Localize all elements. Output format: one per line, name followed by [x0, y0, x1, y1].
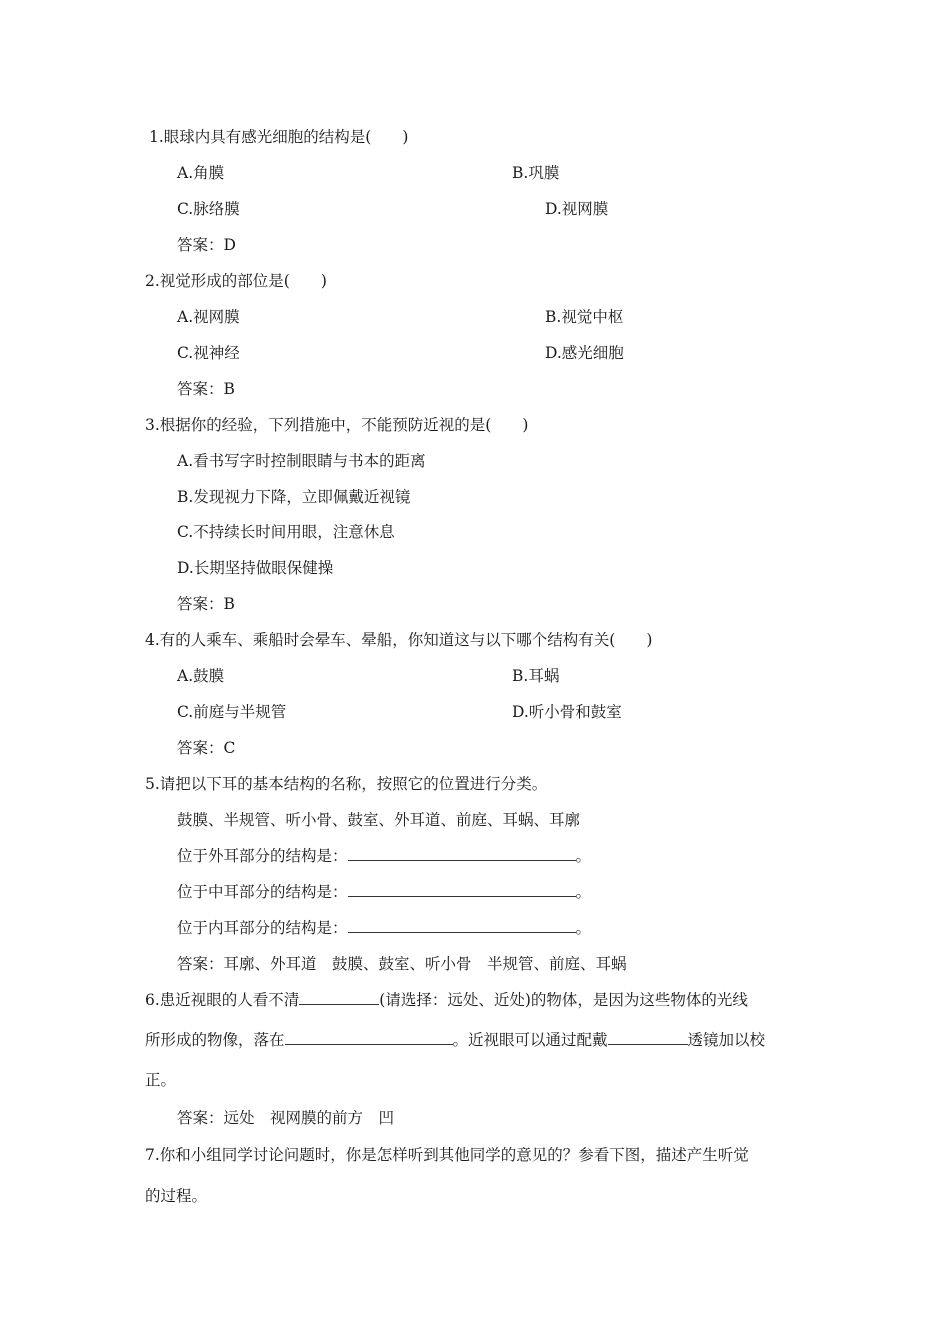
q1-option-a: A.角膜: [177, 164, 225, 182]
q5-inner-line: [177, 918, 591, 938]
q4-option-c: C.前庭与半规管: [177, 703, 287, 721]
q5-inner-label: 位于内耳部分的结构是：: [177, 919, 348, 937]
q6-blank-3[interactable]: [608, 1030, 688, 1045]
q6-part4: 。近视眼可以通过配戴: [452, 1031, 608, 1049]
q1-option-b: B.巩膜: [512, 164, 560, 182]
q2-answer: 答案：B: [177, 380, 235, 398]
q5-outer-blank[interactable]: [348, 846, 576, 861]
q5-middle-line: [177, 882, 591, 902]
q7-stem-line1: 7.你和小组同学讨论问题时，你是怎样听到其他同学的意见的？参看下图，描述产生听觉: [145, 1146, 749, 1164]
q5-middle-blank[interactable]: [348, 882, 576, 897]
q5-middle-label: 位于中耳部分的结构是：: [177, 883, 348, 901]
q1-option-c: C.脉络膜: [177, 200, 240, 218]
q4-option-b: B.耳蜗: [512, 667, 560, 685]
q6-part2: (请选择：远处、近处)的物体，是因为这些物体的光线: [379, 991, 748, 1009]
q6-line1: [145, 990, 748, 1010]
q2-option-a: A.视网膜: [177, 308, 240, 326]
q6-blank-2[interactable]: [285, 1030, 453, 1045]
q3-option-d: D.长期坚持做眼保健操: [177, 559, 334, 577]
q3-option-c: C.不持续长时间用眼，注意休息: [177, 523, 395, 541]
q6-answer: 答案：远处 视网膜的前方 凹: [177, 1109, 395, 1127]
q5-outer-period: 。: [575, 847, 592, 865]
q2-option-c: C.视神经: [177, 344, 240, 362]
q7-stem-line2: 的过程。: [145, 1187, 208, 1205]
q6-line2: [145, 1030, 765, 1050]
q2-option-d: D.感光细胞: [545, 344, 624, 362]
q1-option-d: D.视网膜: [545, 200, 609, 218]
q2-option-b: B.视觉中枢: [545, 308, 624, 326]
q5-inner-blank[interactable]: [348, 918, 576, 933]
q4-answer: 答案：C: [177, 739, 236, 757]
q2-stem: 2.视觉形成的部位是( ): [145, 272, 327, 290]
q1-stem: 1.眼球内具有感光细胞的结构是( ): [149, 128, 409, 146]
q5-middle-period: 。: [575, 883, 592, 901]
q6-part6: 正。: [145, 1071, 177, 1089]
q3-answer: 答案：B: [177, 595, 235, 613]
q5-stem: 5.请把以下耳的基本结构的名称，按照它的位置进行分类。: [145, 775, 548, 793]
q3-option-b: B.发现视力下降，立即佩戴近视镜: [177, 488, 411, 506]
q6-part1: 6.患近视眼的人看不清: [145, 991, 300, 1009]
q3-stem: 3.根据你的经验，下列措施中，不能预防近视的是( ): [145, 416, 529, 434]
q4-stem: 4.有的人乘车、乘船时会晕车、晕船，你知道这与以下哪个结构有关( ): [145, 631, 653, 649]
q3-option-a: A.看书写字时控制眼睛与书本的距离: [177, 452, 426, 470]
q6-part5: 透镜加以校: [687, 1031, 766, 1049]
q6-blank-1[interactable]: [299, 990, 379, 1005]
q5-inner-period: 。: [575, 919, 592, 937]
q1-answer: 答案：D: [177, 236, 236, 254]
q5-outer-label: 位于外耳部分的结构是：: [177, 847, 348, 865]
q4-option-a: A.鼓膜: [177, 667, 225, 685]
q5-answer: 答案：耳廓、外耳道 鼓膜、鼓室、听小骨 半规管、前庭、耳蜗: [177, 955, 627, 973]
q5-outer-line: [177, 846, 591, 866]
q4-option-d: D.听小骨和鼓室: [512, 703, 622, 721]
q6-part3: 所形成的物像，落在: [145, 1031, 285, 1049]
q5-items: 鼓膜、半规管、听小骨、鼓室、外耳道、前庭、耳蜗、耳廓: [177, 811, 581, 829]
